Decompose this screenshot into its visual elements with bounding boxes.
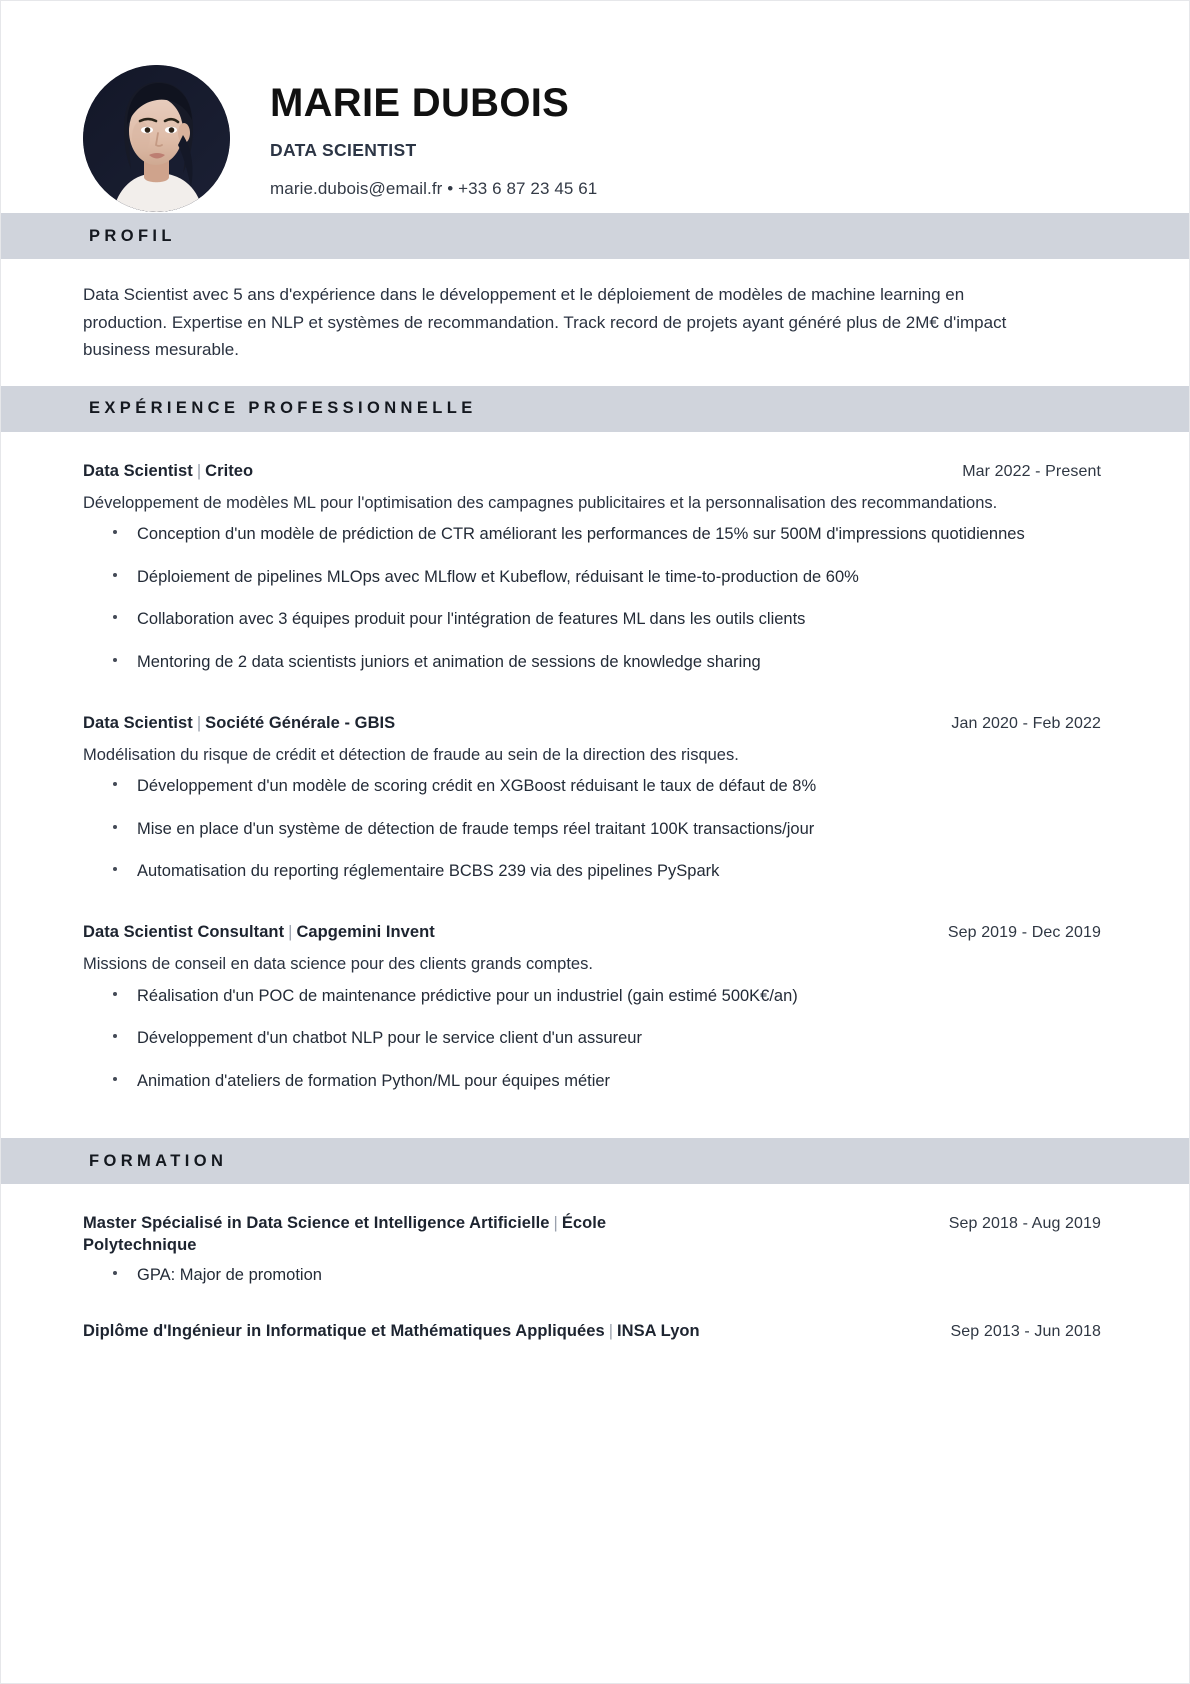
education-degree: Diplôme d'Ingénieur in Informatique et Mathématiques Appliquées — [83, 1322, 605, 1341]
education-entry-date: Sep 2018 - Aug 2019 — [948, 1215, 1101, 1233]
section-title-profile: PROFIL — [89, 226, 176, 245]
experience-company: Capgemini Invent — [296, 922, 435, 941]
education-entry — [83, 1206, 1101, 1314]
education-entry-head — [83, 1320, 1101, 1342]
experience-bullet-list — [83, 984, 1101, 1095]
avatar — [83, 65, 230, 212]
education-entry — [83, 1314, 1101, 1342]
experience-entry-description: Modélisation du risque de crédit et détection de fraude au sein de la direction des risques. — [83, 745, 739, 764]
education-degree: Master Spécialisé in Data Science et Intelligence Artificielle — [83, 1214, 550, 1233]
profile-section-body — [1, 259, 1189, 386]
title-separator: | — [196, 713, 202, 732]
experience-entry — [83, 706, 1101, 915]
experience-entry-title — [83, 712, 395, 734]
header-text-block — [270, 77, 597, 199]
list-item: Collaboration avec 3 équipes produit pour l'intégration de features ML dans les outils clients — [101, 607, 1057, 633]
list-item: Développement d'un chatbot NLP pour le service client d'un assureur — [101, 1026, 1057, 1052]
education-entry-title — [83, 1212, 723, 1257]
experience-company: Société Générale - GBIS — [205, 713, 396, 732]
section-title-experience: EXPÉRIENCE PROFESSIONNELLE — [89, 399, 477, 418]
page-title: MARIE DUBOIS — [270, 81, 570, 126]
contact-line: marie.dubois@email.fr • +33 6 87 23 45 61 — [270, 178, 598, 198]
profile-text: Data Scientist avec 5 ans d'expérience dans le développement et le déploiement de modèles de machine learning en production. Expertise en NLP et systèmes de recommandation. Track record de projets ayant généré plus de 2M€ d'impact business mesurable. — [83, 285, 1007, 360]
title-separator: | — [288, 922, 293, 941]
section-header-experience — [1, 386, 1189, 432]
section-header-education — [1, 1138, 1189, 1184]
title-separator: | — [196, 461, 202, 480]
experience-entry-description: Développement de modèles ML pour l'optimisation des campagnes publicitaires et la personnalisation des recommandations. — [83, 493, 998, 512]
experience-role: Data Scientist — [83, 461, 193, 480]
education-entry-head — [83, 1212, 1101, 1257]
experience-entry-date: Sep 2019 - Dec 2019 — [947, 923, 1101, 941]
portrait-photo-icon — [83, 65, 230, 212]
experience-entry — [83, 915, 1101, 1094]
title-separator: | — [553, 1214, 558, 1233]
experience-entry — [83, 454, 1101, 706]
section-header-profile — [1, 213, 1189, 259]
experience-entry-title — [83, 460, 253, 482]
list-item: Développement d'un modèle de scoring crédit en XGBoost réduisant le taux de défaut de 8% — [101, 774, 1057, 800]
education-school: École Polytechnique — [83, 1214, 607, 1255]
list-item: Automatisation du reporting réglementaire BCBS 239 via des pipelines PySpark — [101, 859, 1057, 885]
education-bullet-list — [83, 1263, 1101, 1289]
experience-entry-date: Jan 2020 - Feb 2022 — [951, 714, 1101, 732]
list-item: Mise en place d'un système de détection de fraude temps réel traitant 100K transactions/jour — [101, 817, 1057, 843]
experience-role: Data Scientist — [83, 713, 193, 732]
title-separator: | — [608, 1322, 614, 1341]
experience-entry-head — [83, 921, 1101, 943]
education-entry-date: Sep 2013 - Jun 2018 — [950, 1323, 1101, 1341]
experience-bullet-list — [83, 774, 1101, 885]
section-title-education: FORMATION — [89, 1151, 228, 1170]
list-item: GPA: Major de promotion — [101, 1263, 1057, 1289]
experience-entry-head — [83, 460, 1101, 482]
list-item: Animation d'ateliers de formation Python/ML pour équipes métier — [101, 1069, 1057, 1095]
experience-entry-date: Mar 2022 - Present — [962, 462, 1101, 480]
education-entry-title — [83, 1320, 700, 1342]
experience-entry-head — [83, 712, 1101, 734]
experience-role: Data Scientist Consultant — [83, 922, 285, 941]
list-item: Conception d'un modèle de prédiction de CTR améliorant les performances de 15% sur 500M d'impressions quotidiennes — [101, 522, 1057, 548]
list-item: Mentoring de 2 data scientists juniors et animation de sessions de knowledge sharing — [101, 650, 1057, 676]
education-school: INSA Lyon — [617, 1322, 700, 1341]
experience-section-body — [1, 432, 1189, 1139]
job-title: DATA SCIENTIST — [270, 139, 417, 160]
experience-bullet-list — [83, 522, 1101, 675]
education-section-body — [1, 1184, 1189, 1382]
resume-header — [1, 1, 1189, 213]
list-item: Déploiement de pipelines MLOps avec MLflow et Kubeflow, réduisant le time-to-production de 60% — [101, 565, 1057, 591]
experience-entry-title — [83, 921, 435, 943]
list-item: Réalisation d'un POC de maintenance prédictive pour un industriel (gain estimé 500K€/an) — [101, 984, 1057, 1010]
experience-entry-description: Missions de conseil en data science pour des clients grands comptes. — [83, 955, 593, 974]
experience-company: Criteo — [205, 461, 254, 480]
